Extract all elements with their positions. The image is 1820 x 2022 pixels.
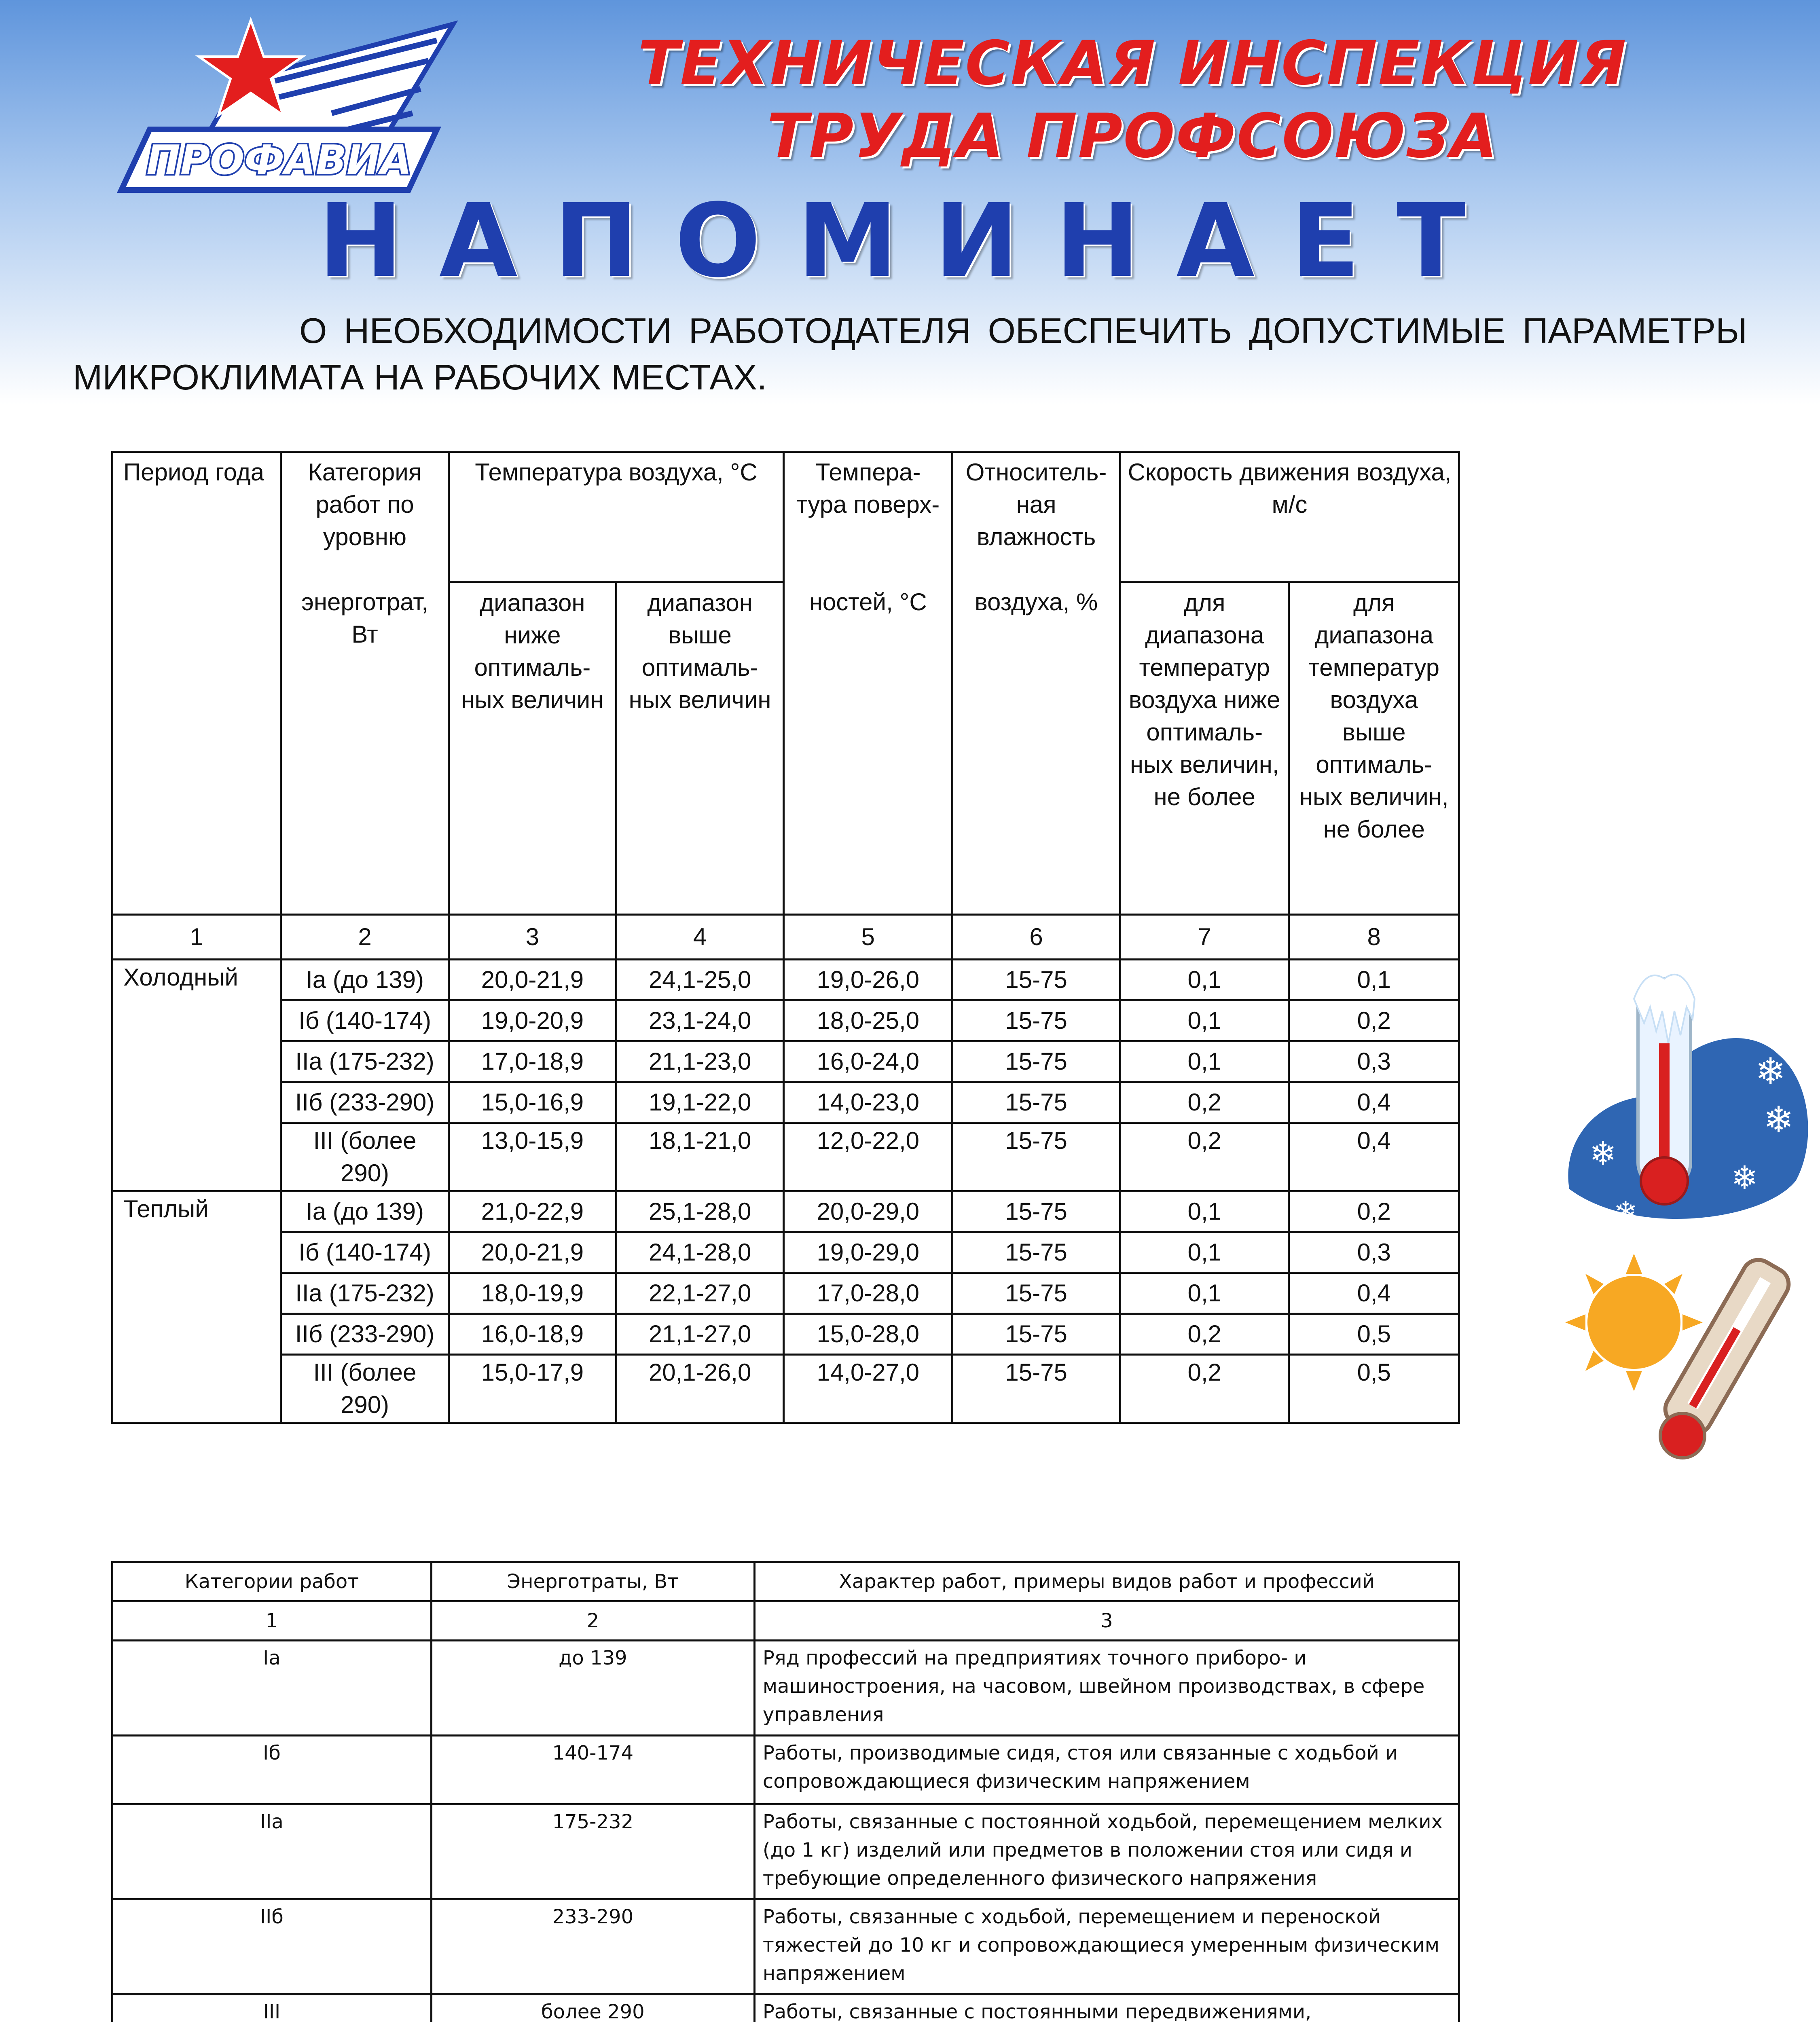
cell-air-high: 20,1-26,0 — [616, 1355, 783, 1423]
header-humidity: Относитель-ная влажность — [952, 452, 1120, 582]
cell-air-high: 25,1-28,0 — [616, 1191, 783, 1232]
cell-surface: 17,0-28,0 — [784, 1273, 952, 1314]
cell-speed-high: 0,4 — [1289, 1273, 1459, 1314]
cell-air-low: 19,0-20,9 — [449, 1000, 616, 1041]
col-number: 5 — [784, 915, 952, 960]
col-number: 3 — [449, 915, 616, 960]
cell-category: Iб (140-174) — [281, 1000, 449, 1041]
table-row — [112, 1804, 1459, 1899]
title-line-2: ТРУДА ПРОФСОЮЗА — [767, 101, 1498, 171]
cell-humidity: 15-75 — [952, 1232, 1120, 1273]
table-row — [112, 1995, 1459, 2022]
cell-humidity: 15-75 — [952, 960, 1120, 1000]
table-row — [112, 1000, 1459, 1041]
cell-air-low: 20,0-21,9 — [449, 960, 616, 1000]
microclimate-table — [111, 451, 1460, 1424]
cell-description: Работы, связанные с ходьбой, перемещением и переноской тяжестей до 10 кг и сопровождающиеся умеренным физическим напряжением — [754, 1899, 1459, 1995]
cell-category: III (более 290) — [281, 1123, 449, 1191]
cell-air-high: 19,1-22,0 — [616, 1082, 783, 1123]
reminds-heading: НАПОМИНАЕТ — [318, 182, 1502, 300]
cell-air-high: 22,1-27,0 — [616, 1273, 783, 1314]
svg-text:❄: ❄ — [1755, 1050, 1786, 1093]
cell-air-high: 23,1-24,0 — [616, 1000, 783, 1041]
cell-air-low: 18,0-19,9 — [449, 1273, 616, 1314]
cell-energy: более 290 — [431, 1995, 754, 2022]
header-category-cont: энерготрат, Вт — [281, 582, 449, 915]
cell-humidity: 15-75 — [952, 1000, 1120, 1041]
cell-category: Iб (140-174) — [281, 1232, 449, 1273]
cell-energy: до 139 — [431, 1641, 754, 1736]
col-number: 8 — [1289, 915, 1459, 960]
header-surface-cont: ностей, °С — [784, 582, 952, 915]
header-categories: Категории работ — [112, 1562, 432, 1601]
header-air-high: диапазон выше оптималь-ных величин — [616, 582, 783, 915]
col-number: 2 — [281, 915, 449, 960]
table-row — [112, 1191, 1459, 1232]
cell-air-high: 21,1-27,0 — [616, 1314, 783, 1355]
cell-speed-high: 0,3 — [1289, 1232, 1459, 1273]
table-row — [112, 1041, 1459, 1082]
cell-speed-low: 0,2 — [1120, 1082, 1289, 1123]
logo-text: ПРОФАВИА — [146, 136, 412, 184]
cell-speed-high: 0,5 — [1289, 1355, 1459, 1423]
season-warm: Теплый — [112, 1191, 281, 1423]
cell-category: IIб (233-290) — [281, 1082, 449, 1123]
header-energy: Энерготраты, Вт — [431, 1562, 754, 1601]
cell-humidity: 15-75 — [952, 1123, 1120, 1191]
cell-speed-high: 0,5 — [1289, 1314, 1459, 1355]
cell-category: Iа (до 139) — [281, 1191, 449, 1232]
header-air-temp: Температура воздуха, °С — [449, 452, 784, 582]
cell-air-high: 24,1-28,0 — [616, 1232, 783, 1273]
cell-air-low: 15,0-16,9 — [449, 1082, 616, 1123]
cell-humidity: 15-75 — [952, 1041, 1120, 1082]
cell-speed-low: 0,1 — [1120, 960, 1289, 1000]
header-season: Период года — [112, 452, 281, 915]
cell-speed-high: 0,4 — [1289, 1123, 1459, 1191]
table-row — [112, 1314, 1459, 1355]
cell-speed-low: 0,1 — [1120, 1232, 1289, 1273]
table-row — [112, 1641, 1459, 1736]
sun-icon — [1565, 1254, 1703, 1391]
cell-air-low: 17,0-18,9 — [449, 1041, 616, 1082]
cell-surface: 19,0-29,0 — [784, 1232, 952, 1273]
svg-text:❄: ❄ — [1731, 1159, 1759, 1197]
table-row — [112, 1355, 1459, 1423]
col-number: 1 — [112, 1601, 432, 1641]
cell-speed-high: 0,2 — [1289, 1000, 1459, 1041]
cell-category: Iа (до 139) — [281, 960, 449, 1000]
season-cold: Холодный — [112, 960, 281, 1191]
cell-humidity: 15-75 — [952, 1314, 1120, 1355]
cell-description: Работы, производимые сидя, стоя или связанные с ходьбой и сопровождающиеся физическим напряжением — [754, 1736, 1459, 1804]
cell-surface: 18,0-25,0 — [784, 1000, 952, 1041]
col-number: 7 — [1120, 915, 1289, 960]
table-row — [112, 1123, 1459, 1191]
header-air-speed: Скорость движения воздуха, м/с — [1120, 452, 1459, 582]
cell-category: Iб — [112, 1736, 432, 1804]
cell-category: IIа — [112, 1804, 432, 1899]
table-row — [112, 1273, 1459, 1314]
cell-air-low: 13,0-15,9 — [449, 1123, 616, 1191]
cell-speed-high: 0,3 — [1289, 1041, 1459, 1082]
cell-category: Iа — [112, 1641, 432, 1736]
col-number: 1 — [112, 915, 281, 960]
cell-energy: 140-174 — [431, 1736, 754, 1804]
table-row — [112, 1899, 1459, 1995]
cell-humidity: 15-75 — [952, 1355, 1120, 1423]
cell-energy: 175-232 — [431, 1804, 754, 1899]
header-surface-temp: Темпера-тура поверх- — [784, 452, 952, 582]
cell-description: Работы, связанные с постоянной ходьбой, перемещением мелких (до 1 кг) изделий или предметов в положении стоя или сидя и требующие определенного физического напряжения — [754, 1804, 1459, 1899]
cell-surface: 12,0-22,0 — [784, 1123, 952, 1191]
cell-surface: 15,0-28,0 — [784, 1314, 952, 1355]
svg-text:❄: ❄ — [1614, 1195, 1638, 1228]
col-number: 4 — [616, 915, 783, 960]
cell-air-high: 21,1-23,0 — [616, 1041, 783, 1082]
header-description: Характер работ, примеры видов работ и профессий — [754, 1562, 1459, 1601]
cell-surface: 14,0-23,0 — [784, 1082, 952, 1123]
cell-air-low: 16,0-18,9 — [449, 1314, 616, 1355]
cell-surface: 14,0-27,0 — [784, 1355, 952, 1423]
cell-category: IIб (233-290) — [281, 1314, 449, 1355]
cell-humidity: 15-75 — [952, 1273, 1120, 1314]
cold-thermometer-icon — [1553, 962, 1820, 1246]
header-speed-high: для диапазона температур воздуха выше оптималь-ных величин, не более — [1289, 582, 1459, 915]
cell-speed-high: 0,2 — [1289, 1191, 1459, 1232]
cell-speed-low: 0,1 — [1120, 1041, 1289, 1082]
hot-thermometer-icon — [1565, 1246, 1816, 1476]
cell-surface: 16,0-24,0 — [784, 1041, 952, 1082]
cell-air-high: 18,1-21,0 — [616, 1123, 783, 1191]
cell-speed-low: 0,2 — [1120, 1314, 1289, 1355]
cell-speed-low: 0,1 — [1120, 1273, 1289, 1314]
table-row — [112, 1232, 1459, 1273]
cell-description: Ряд профессий на предприятиях точного приборо- и машиностроения, на часовом, швейном производствах, в сфере управления — [754, 1641, 1459, 1736]
intro-text: О НЕОБХОДИМОСТИ РАБОТОДАТЕЛЯ ОБЕСПЕЧИТЬ ДОПУСТИМЫЕ ПАРАМЕТРЫ МИКРОКЛИМАТА НА РАБОЧИХ МЕСТАХ. — [73, 311, 1747, 397]
cell-speed-low: 0,1 — [1120, 1191, 1289, 1232]
col-number: 3 — [754, 1601, 1459, 1641]
cell-surface: 19,0-26,0 — [784, 960, 952, 1000]
profavia-logo — [105, 12, 469, 202]
cell-humidity: 15-75 — [952, 1191, 1120, 1232]
cell-category: IIб — [112, 1899, 432, 1995]
cell-category: III (более 290) — [281, 1355, 449, 1423]
col-number: 6 — [952, 915, 1120, 960]
table-row — [112, 960, 1459, 1000]
header-humidity-cont: воздуха, % — [952, 582, 1120, 915]
header-category: Категория работ по уровню — [281, 452, 449, 582]
cell-surface: 20,0-29,0 — [784, 1191, 952, 1232]
svg-text:❄: ❄ — [1589, 1135, 1617, 1172]
cell-energy: 233-290 — [431, 1899, 754, 1995]
header-air-low: диапазон ниже оптималь-ных величин — [449, 582, 616, 915]
svg-text:❄: ❄ — [1763, 1099, 1794, 1141]
cell-air-low: 15,0-17,9 — [449, 1355, 616, 1423]
cell-description: Работы, связанные с постоянными передвижениями, — [754, 1995, 1459, 2022]
cell-category: IIа (175-232) — [281, 1041, 449, 1082]
cell-humidity: 15-75 — [952, 1082, 1120, 1123]
cell-category: III — [112, 1995, 432, 2022]
title-line-1: ТЕХНИЧЕСКАЯ ИНСПЕКЦИЯ — [638, 28, 1627, 99]
table-row — [112, 1082, 1459, 1123]
col-number: 2 — [431, 1601, 754, 1641]
table-row — [112, 1736, 1459, 1804]
header-speed-low: для диапазона температур воздуха ниже оптималь-ных величин, не более — [1120, 582, 1289, 915]
cell-speed-high: 0,4 — [1289, 1082, 1459, 1123]
cell-speed-low: 0,2 — [1120, 1123, 1289, 1191]
cell-speed-low: 0,2 — [1120, 1355, 1289, 1423]
cell-air-low: 21,0-22,9 — [449, 1191, 616, 1232]
cell-speed-low: 0,1 — [1120, 1000, 1289, 1041]
work-categories-table — [111, 1561, 1460, 2022]
cell-air-low: 20,0-21,9 — [449, 1232, 616, 1273]
cell-air-high: 24,1-25,0 — [616, 960, 783, 1000]
cell-speed-high: 0,1 — [1289, 960, 1459, 1000]
cell-category: IIа (175-232) — [281, 1273, 449, 1314]
